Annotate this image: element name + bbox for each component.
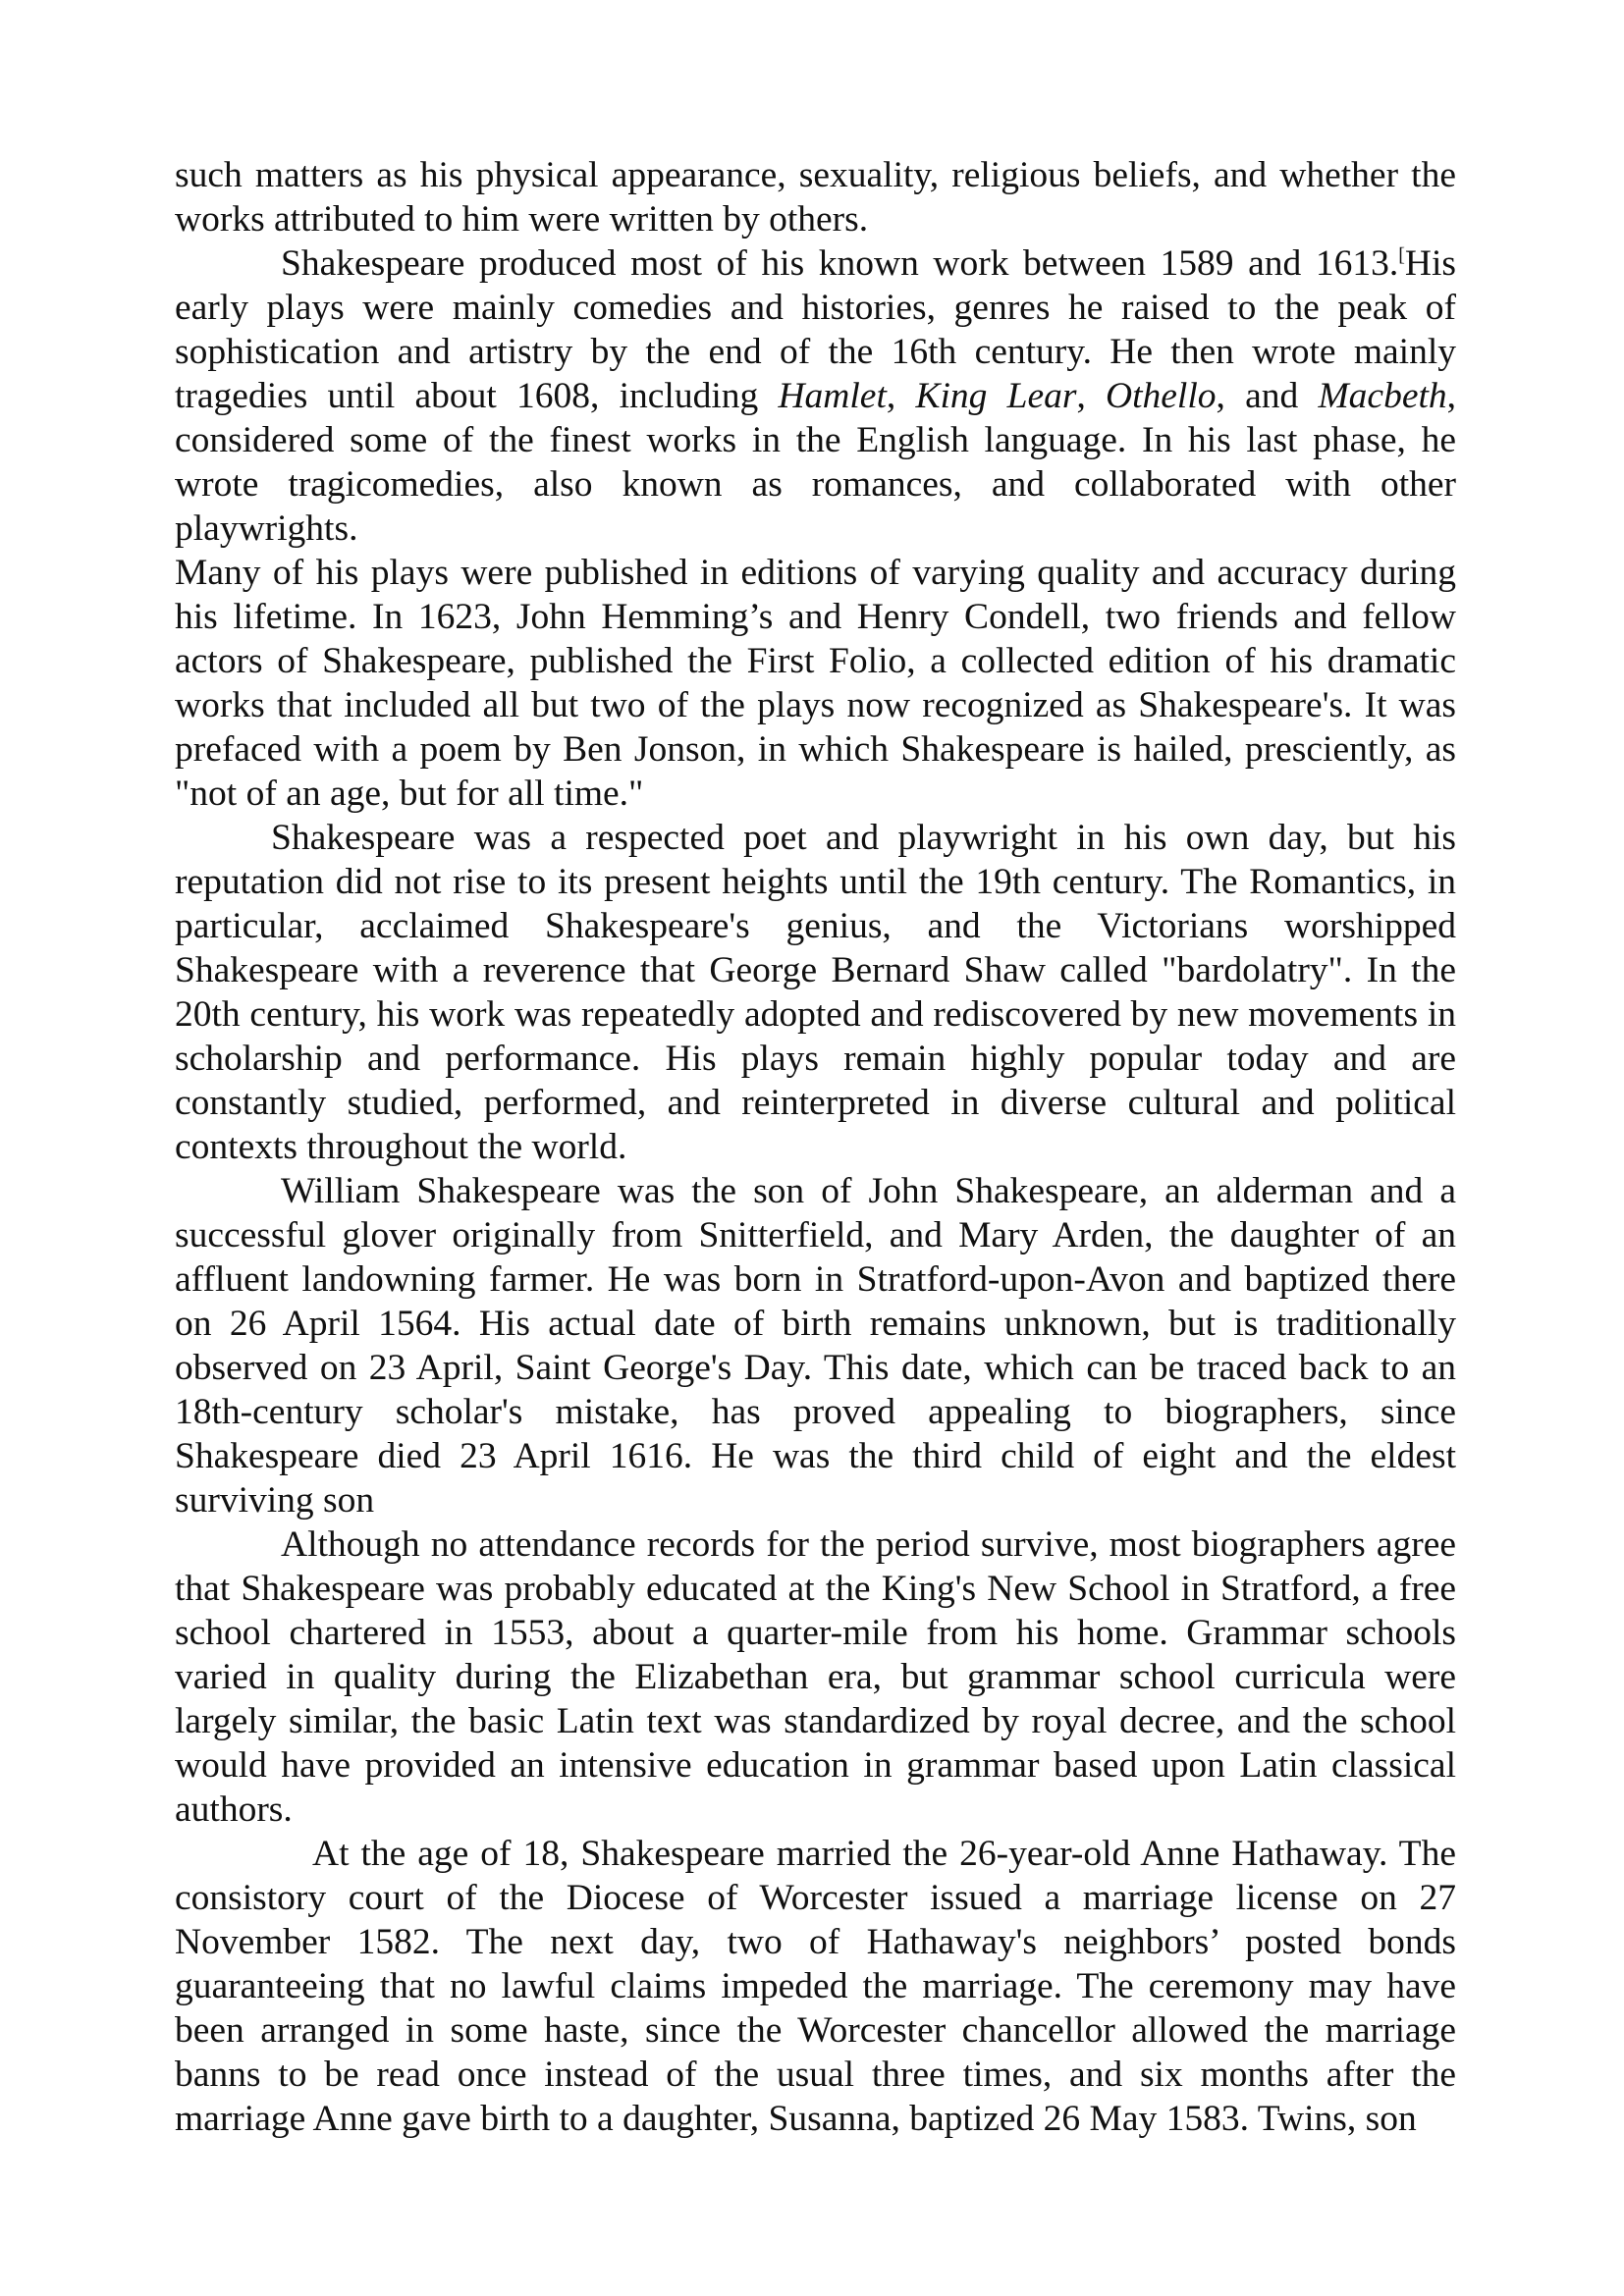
paragraph-2 bbox=[175, 241, 1456, 551]
title-othello: Othello bbox=[1106, 376, 1217, 416]
citation-marker[interactable]: [ bbox=[1398, 244, 1405, 266]
paragraph-2-text-a: Shakespeare produced most of his known work between 1589 and 1613. bbox=[281, 243, 1399, 284]
title-macbeth: Macbeth bbox=[1318, 376, 1447, 416]
paragraph-3-text: Many of his plays were published in editions of varying quality and accuracy during his lifetime. In 1623, John Hemming’s and Henry Condell, two friends and fellow actors of Shakespeare, published the First Folio, a collected edition of his dramatic works that included all but two of the plays now recognized as Shakespeare's. It was prefaced with a poem by Ben Jonson, in which Shakespeare is hailed, presciently, as "not of an age, but for all time." bbox=[175, 553, 1456, 814]
paragraph-6 bbox=[175, 1522, 1456, 1832]
paragraph-5-text: William Shakespeare was the son of John Shakespeare, an alderman and a successful glover originally from Snitterfield, and Mary Arden, the daughter of an affluent landowning farmer. He was born in Stratford-upon-Avon and baptized there on 26 April 1564. His actual date of birth remains unknown, but is traditionally observed on 23 April, Saint George's Day. This date, which can be traced back to an 18th-century scholar's mistake, has proved appealing to biographers, since Shakespeare died 23 April 1616. He was the third child of eight and the eldest surviving son bbox=[175, 1171, 1456, 1521]
paragraph-4 bbox=[175, 816, 1456, 1169]
paragraph-7 bbox=[175, 1832, 1456, 2141]
paragraph-1-text: such matters as his physical appearance, sexuality, religious beliefs, and whether the works attributed to him were written by others. bbox=[175, 155, 1456, 240]
paragraph-2-text-b: His early plays were mainly comedies and histories, genres he raised to the peak of sophistication and artistry by the end of the 16th century. He then wrote mainly tragedies until about 1608, including bbox=[175, 243, 1456, 416]
paragraph-5 bbox=[175, 1169, 1456, 1522]
separator: , and bbox=[1216, 376, 1319, 416]
document-page bbox=[175, 153, 1456, 2141]
paragraph-3 bbox=[175, 551, 1456, 816]
paragraph-2-text-c: , considered some of the finest works in the English language. In his last phase, he wrote tragicomedies, also known as romances, and collaborated with other playwrights. bbox=[175, 376, 1457, 549]
separator: , bbox=[1076, 376, 1107, 416]
paragraph-7-text: At the age of 18, Shakespeare married the 26-year-old Anne Hathaway. The consistory court of the Diocese of Worcester issued a marriage license on 27 November 1582. The next day, two of Hathaway's neighbors’ posted bonds guaranteeing that no lawful claims impeded the marriage. The ceremony may have been arranged in some haste, since the Worcester chancellor allowed the marriage banns to be read once instead of the usual three times, and six months after the marriage Anne gave birth to a daughter, Susanna, baptized 26 May 1583. Twins, son bbox=[175, 1834, 1456, 2139]
paragraph-1 bbox=[175, 153, 1456, 241]
title-king-lear: King Lear bbox=[915, 376, 1077, 416]
title-hamlet: Hamlet bbox=[778, 376, 887, 416]
separator: , bbox=[886, 376, 916, 416]
paragraph-4-text: Shakespeare was a respected poet and playwright in his own day, but his reputation did not rise to its present heights until the 19th century. The Romantics, in particular, acclaimed Shakespeare's genius, and the Victorians worshipped Shakespeare with a reverence that George Bernard Shaw called "bardolatry". In the 20th century, his work was repeatedly adopted and rediscovered by new movements in scholarship and performance. His plays remain highly popular today and are constantly studied, performed, and reinterpreted in diverse cultural and political contexts throughout the world. bbox=[175, 818, 1456, 1167]
paragraph-6-text: Although no attendance records for the period survive, most biographers agree that Shakespeare was probably educated at the King's New School in Stratford, a free school chartered in 1553, about a quarter-mile from his home. Grammar schools varied in quality during the Elizabethan era, but grammar school curricula were largely similar, the basic Latin text was standardized by royal decree, and the school would have provided an intensive education in grammar based upon Latin classical authors. bbox=[175, 1524, 1456, 1830]
